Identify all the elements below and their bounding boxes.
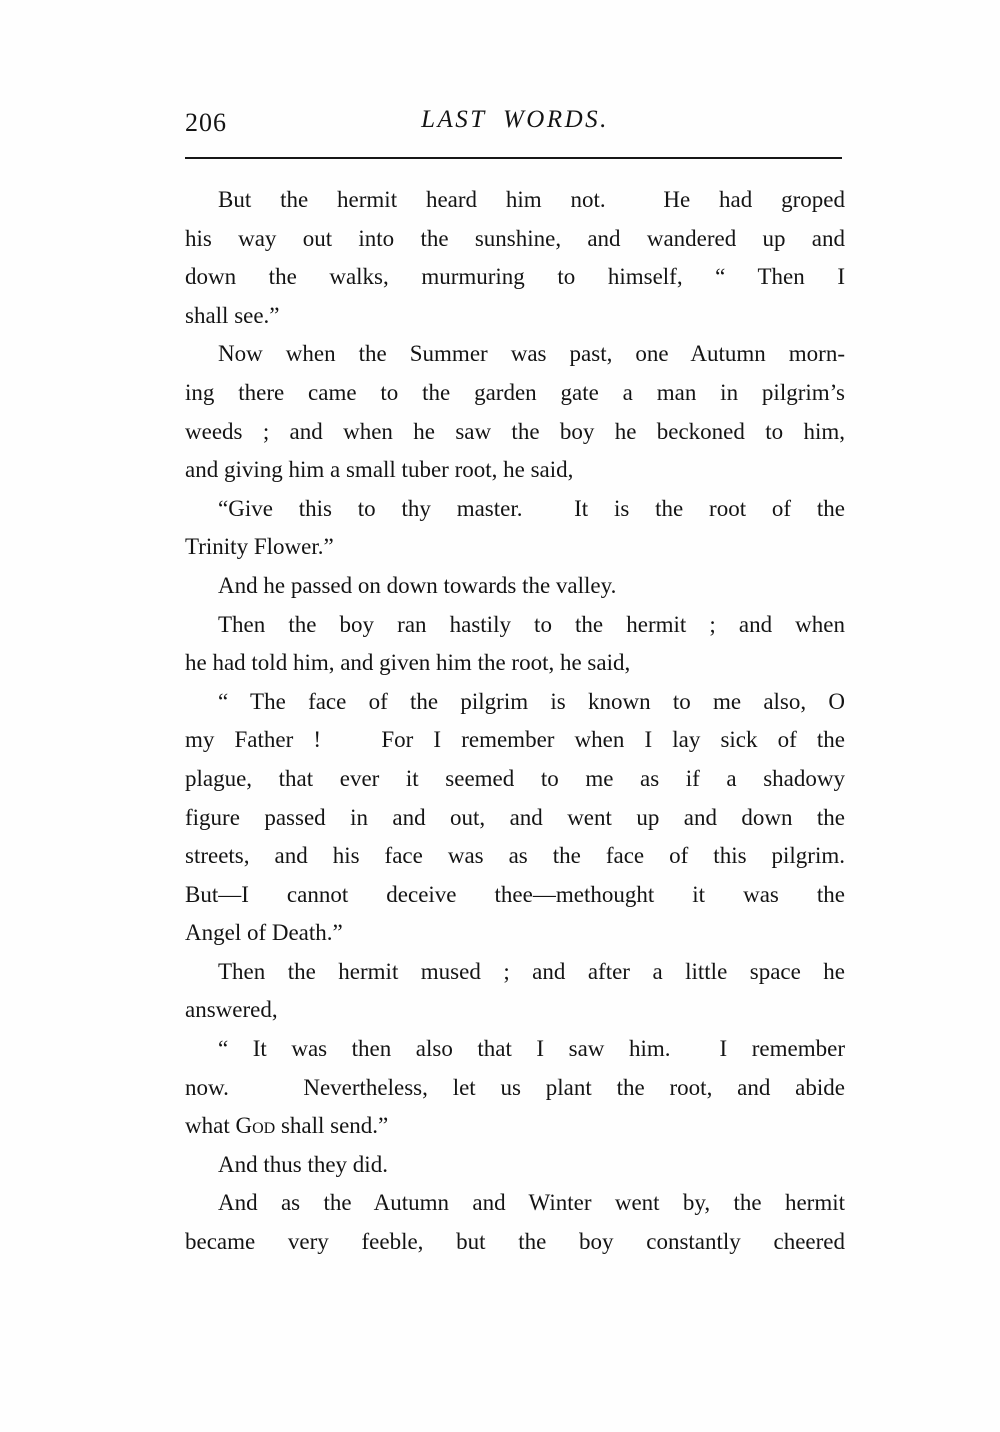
text-segment: plague, that ever it seemed to me as if a shadowy [185, 765, 845, 791]
text-line [185, 451, 845, 490]
text-segment: figure passed in and out, and went up and down the [185, 804, 845, 830]
text-segment: my Father ! For I remember when I lay sick of the [185, 727, 845, 753]
text-line [185, 953, 845, 992]
text-segment: Trinity Flower.” [185, 534, 334, 560]
text-line [185, 374, 845, 413]
page-header [185, 104, 845, 144]
text-line [185, 1069, 845, 1108]
text-line [185, 876, 845, 915]
text-line [185, 914, 845, 953]
text-segment: and giving him a small tuber root, he said, [185, 457, 574, 483]
text-segment: became very feeble, but the boy constantly cheered [185, 1229, 845, 1255]
text-line [185, 567, 845, 606]
text-line [185, 1184, 845, 1223]
text-line [185, 220, 845, 259]
text-line [185, 1107, 845, 1146]
text-segment: now. Nevertheless, let us plant the root, and abide [185, 1074, 845, 1100]
text-line [185, 490, 845, 529]
text-line [185, 528, 845, 567]
text-segment: But—I cannot deceive thee—methought it was the [185, 881, 845, 907]
text-segment: But the hermit heard him not. He had groped [218, 187, 845, 212]
text-segment: down the walks, murmuring to himself, “ Then I [185, 264, 845, 290]
text-line [185, 721, 845, 760]
running-title: LAST WORDS. [421, 106, 609, 133]
small-caps-word: God [235, 1113, 276, 1139]
text-line [185, 1030, 845, 1069]
text-line [185, 799, 845, 838]
text-line [185, 837, 845, 876]
text-segment: Angel of Death.” [185, 920, 343, 946]
text-line [185, 606, 845, 645]
text-segment: Then the boy ran hastily to the hermit ; and when [218, 611, 845, 637]
text-segment: weeds ; and when he saw the boy he beckoned to him, [185, 418, 845, 444]
text-segment: shall send.” [275, 1113, 389, 1139]
text-segment: streets, and his face was as the face of this pilgrim. [185, 843, 845, 869]
text-line [185, 297, 845, 336]
page-body [185, 181, 845, 1262]
page-number: 206 [185, 108, 227, 137]
text-segment: “ It was then also that I saw him. I remember [218, 1036, 845, 1062]
text-line [185, 258, 845, 297]
text-segment: answered, [185, 997, 278, 1023]
text-line [185, 1146, 845, 1185]
header-rule [185, 157, 842, 159]
text-line [185, 991, 845, 1030]
text-segment: shall see.” [185, 302, 280, 328]
text-segment: And as the Autumn and Winter went by, the hermit [218, 1190, 845, 1216]
text-line [185, 644, 845, 683]
text-line [185, 683, 845, 722]
text-segment: And thus they did. [218, 1151, 388, 1177]
text-line [185, 1223, 845, 1262]
text-segment: what [185, 1113, 236, 1139]
text-line [185, 335, 845, 374]
text-segment: “ The face of the pilgrim is known to me also, O [218, 688, 845, 714]
text-segment: ing there came to the garden gate a man in pilgrim’s [185, 379, 845, 405]
text-segment: And he passed on down towards the valley. [218, 572, 617, 598]
text-line [185, 413, 845, 452]
text-segment: he had told him, and given him the root, he said, [185, 650, 631, 676]
text-segment: his way out into the sunshine, and wandered up and [185, 225, 845, 251]
text-segment: Now when the Summer was past, one Autumn morn- [218, 341, 845, 367]
text-line [185, 760, 845, 799]
text-segment: Then the hermit mused ; and after a little space he [218, 958, 845, 984]
text-line [185, 181, 845, 220]
text-segment: “Give this to thy master. It is the root of the [218, 495, 845, 521]
